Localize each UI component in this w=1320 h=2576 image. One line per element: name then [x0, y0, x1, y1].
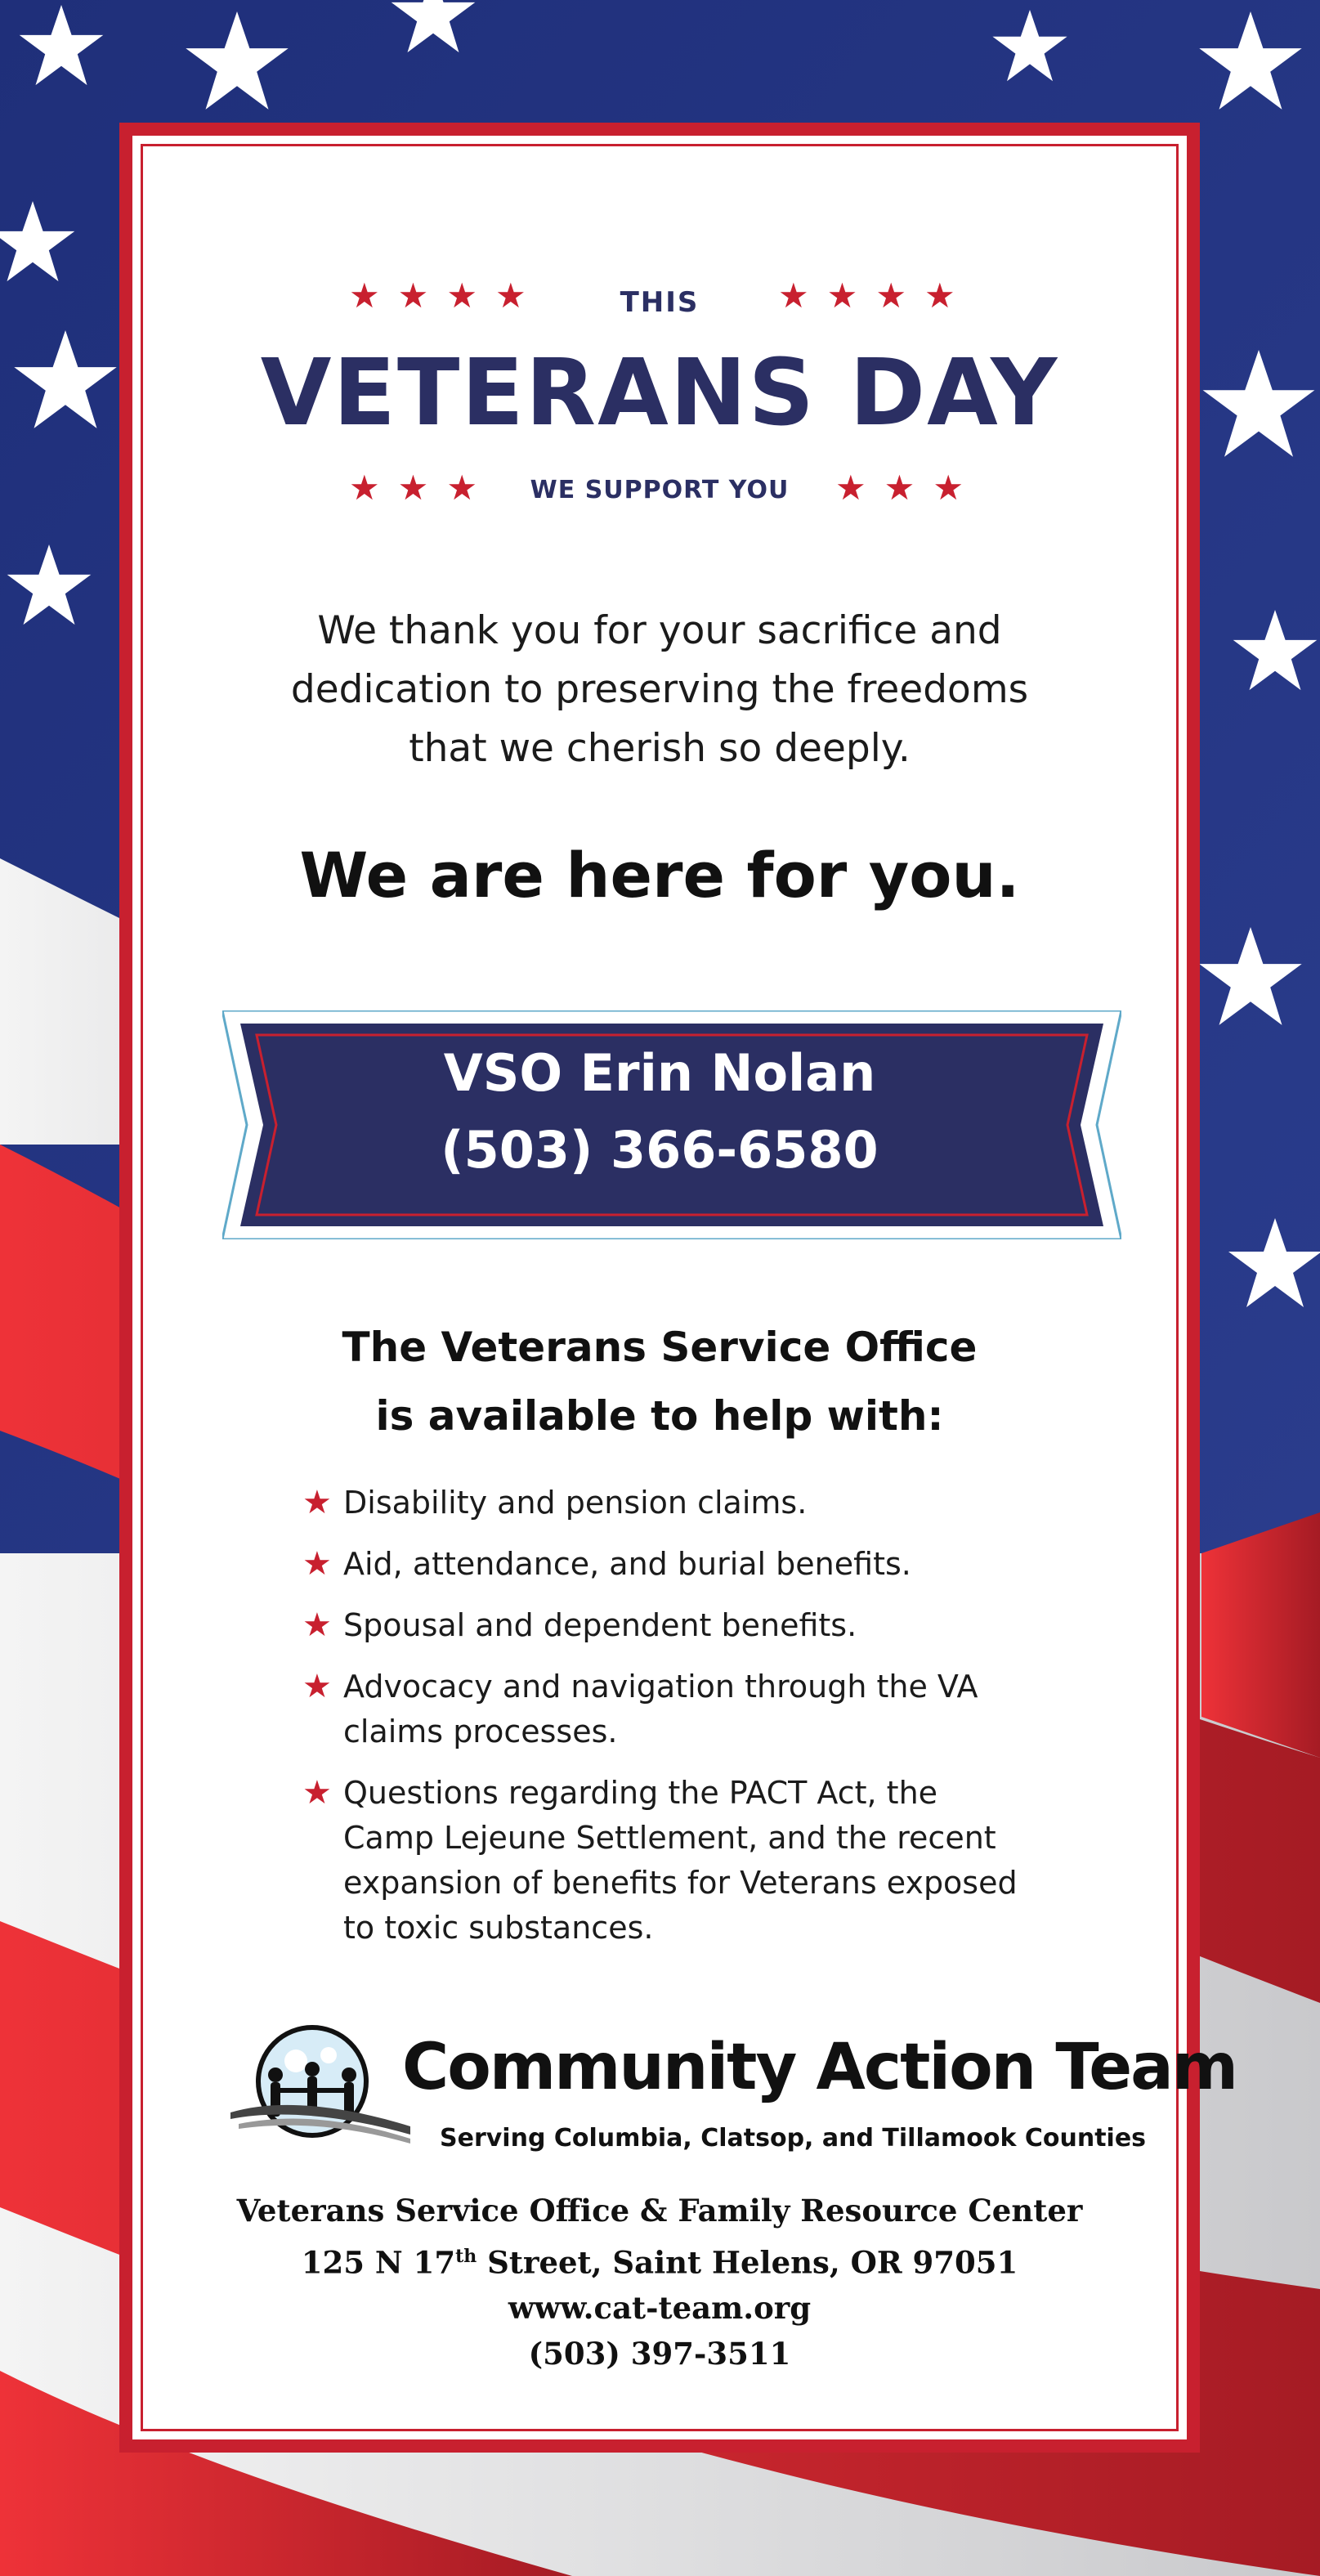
website-link[interactable]: www.cat-team.org	[508, 2290, 812, 2327]
star-bullet-icon: ★	[302, 1545, 332, 1583]
stars-bottom-left: ★★★	[349, 468, 495, 508]
list-item: ★ Aid, attendance, and burial benefits.	[302, 1542, 1038, 1587]
header-prefix: THIS	[620, 286, 700, 319]
thanks-message	[132, 602, 1187, 778]
list-item: ★ Advocacy and navigation through the VA claims processes.	[302, 1664, 1038, 1754]
street-address: 125 N 17th Street, Saint Helens, OR 97051	[301, 2244, 1018, 2281]
office-name: Veterans Service Office & Family Resource Center	[236, 2193, 1083, 2229]
thanks-line: that we cherish so deeply.	[409, 726, 911, 771]
org-tagline: Serving Columbia, Clatsop, and Tillamook Counties	[440, 2124, 1147, 2153]
stars-top-right: ★★★★	[778, 276, 973, 316]
stars-bottom-right: ★★★	[835, 468, 982, 508]
banner-text	[132, 1035, 1187, 1189]
services-heading-line: is available to help with:	[375, 1392, 944, 1440]
poster-card	[119, 123, 1237, 2453]
services-list	[302, 1481, 1038, 1967]
stars-top-left: ★★★★	[349, 276, 544, 316]
list-item: ★ Disability and pension claims.	[302, 1481, 1038, 1525]
thanks-line: We thank you for your sacrifice and	[317, 608, 1002, 653]
office-phone[interactable]: (503) 397-3511	[528, 2336, 791, 2372]
star-bullet-icon: ★	[302, 1606, 332, 1644]
org-name: Community Action Team	[402, 2031, 1237, 2104]
vso-name: VSO Erin Nolan	[443, 1043, 876, 1103]
list-item: ★ Spousal and dependent benefits.	[302, 1603, 1038, 1648]
emphasis-message: We are here for you.	[299, 839, 1020, 912]
footer-address	[132, 2188, 1187, 2377]
star-bullet-icon: ★	[302, 1484, 332, 1521]
services-heading-line: The Veterans Service Office	[342, 1324, 978, 1371]
star-bullet-icon: ★	[302, 1774, 332, 1812]
vso-phone[interactable]: (503) 366-6580	[441, 1120, 879, 1180]
services-heading	[132, 1313, 1187, 1450]
star-bullet-icon: ★	[302, 1668, 332, 1705]
list-item: ★ Questions regarding the PACT Act, the Camp Lejeune Settlement, and the recent expansion of benefits for Veterans exposed to toxic substances.	[302, 1771, 1038, 1951]
thanks-line: dedication to preserving the freedoms	[290, 667, 1029, 712]
header-subtitle: WE SUPPORT YOU	[530, 476, 790, 504]
community-logo-icon	[230, 2024, 410, 2147]
page-title: VETERANS DAY	[260, 340, 1059, 446]
